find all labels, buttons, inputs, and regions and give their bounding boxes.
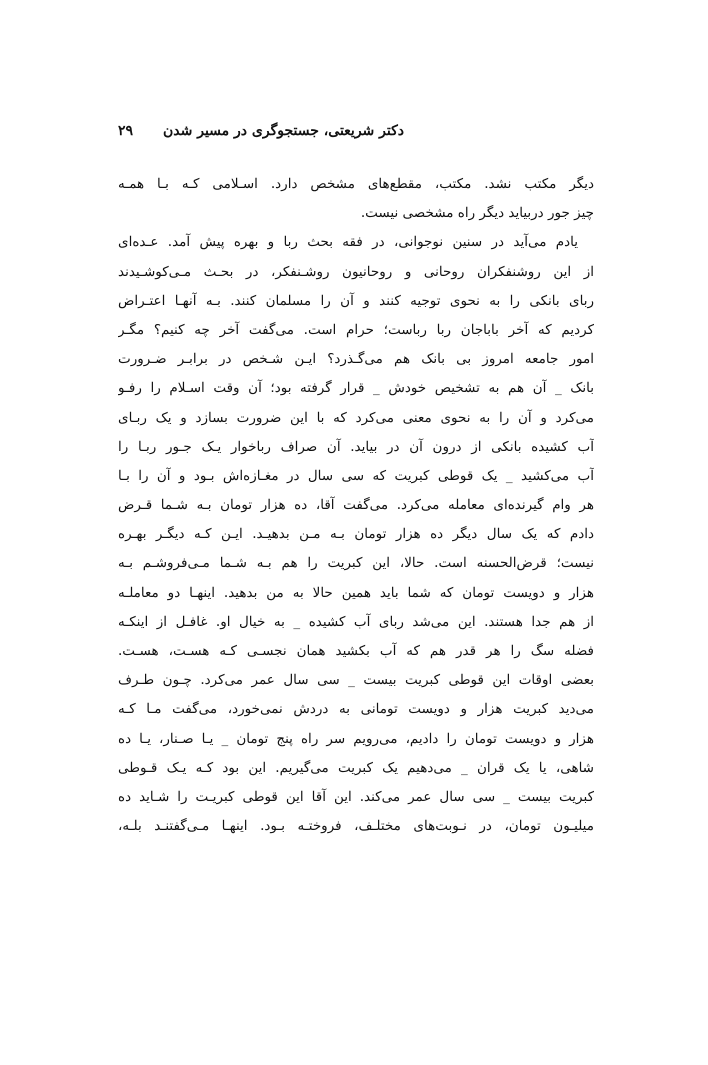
page-number: ۲۹ <box>118 123 134 139</box>
running-head: دکتر شریعتی، جستجوگری در مسیر شدن <box>162 123 404 139</box>
text-line: یادم می‌آید در سنین نوجوانی، در فقه بحث ربا و بهره پیش آمد. عـده‌ای <box>118 234 578 251</box>
text-line: میلیـون تومان، در نـوبت‌های مختلـف، فروختـه بـود. اینهـا مـی‌گفتنـد بلـه، <box>118 818 594 835</box>
text-line: آب می‌کشید _ یک قوطی کبریت که سی سال در مغـازه‌اش بـود و آن را بـا <box>118 467 594 484</box>
text-line: ربای بانکی را به نحوی توجیه کنند و آن را مسلمان کنند. بـه آنهـا اعتـراض <box>118 292 594 309</box>
text-line: امور جامعه امروز بی بانک هم می‌گـذرد؟ ایـن شـخص در برابـر ضـرورت <box>118 351 594 368</box>
text-line: کبریت بیست _ سی سال عمر می‌کند. این آقا این قوطی کبریـت را شـاید ده <box>118 788 594 805</box>
text-line: فضله سگ را هر قدر هم که آب بکشید همان نجسـی کـه هسـت، هسـت. <box>118 643 594 659</box>
text-line: هزار و دویست تومان که شما باید همین حالا به من بدهید. اینهـا دو معاملـه <box>118 584 594 601</box>
body-text <box>118 170 594 841</box>
text-line: بعضی اوقات این قوطی کبریت بیست _ سی سال عمر می‌کرد. چـون طـرف <box>118 672 594 689</box>
text-line: بانک _ آن هم به تشخیص خودش _ قرار گرفته بود؛ آن وقت اسـلام را رفـو <box>118 380 594 397</box>
text-line: دیگر مکتب نشد. مکتب، مقطع‌های مشخص دارد. اسـلامی کـه بـا همـه <box>118 176 594 192</box>
text-line: شاهی، یا یک قران _ می‌دهیم یک کبریت می‌گیریم. این بود کـه یـک قـوطی <box>118 759 594 776</box>
text-line: از هم جدا هستند. این می‌شد ربای آب کشیده _ به خیال او. غافـل از اینکـه <box>118 613 594 630</box>
text-line: از این روشنفکران روحانی و روحانیون روشـنفکر، در بحـث مـی‌کوشـیدند <box>118 263 594 280</box>
text-line: چیز جور دربیاید دیگر راه مشخصی نیست. <box>360 205 594 222</box>
text-line: دادم که یک سال دیگر ده هزار تومان بـه مـن بدهیـد. ایـن کـه دیگـر بهـره <box>118 526 594 543</box>
text-line: می‌کرد و آن را به نحوی معنی می‌کرد که با این ضرورت بسازد و یک ربـای <box>118 409 594 426</box>
text-line: نیست؛ قرض‌الحسنه است. حالا، این کبریت را هم بـه شـما مـی‌فروشـم بـه <box>118 555 594 572</box>
text-line: آب کشیده بانکی از درون آن در بیاید. آن صراف رباخوار یـک جـور ربـا را <box>118 438 594 455</box>
text-line: هر وام گیرنده‌ای معامله می‌کرد. می‌گفت آقا، ده هزار تومان بـه شـما قـرض <box>118 497 594 514</box>
text-line: کردیم که آخر باباجان ربا رباست؛ حرام است. می‌گفت آخر چه کنیم؟ مگـر <box>118 321 594 338</box>
text-line: هزار و دویست تومان را دادیم، می‌رویم سر راه پنج تومان _ یـا صـنار، یـا ده <box>118 730 594 747</box>
text-line: می‌دید کبریت هزار و دویست تومانی به دردش نمی‌خورد، می‌گفت مـا کـه <box>118 701 594 718</box>
page-header <box>118 119 594 143</box>
